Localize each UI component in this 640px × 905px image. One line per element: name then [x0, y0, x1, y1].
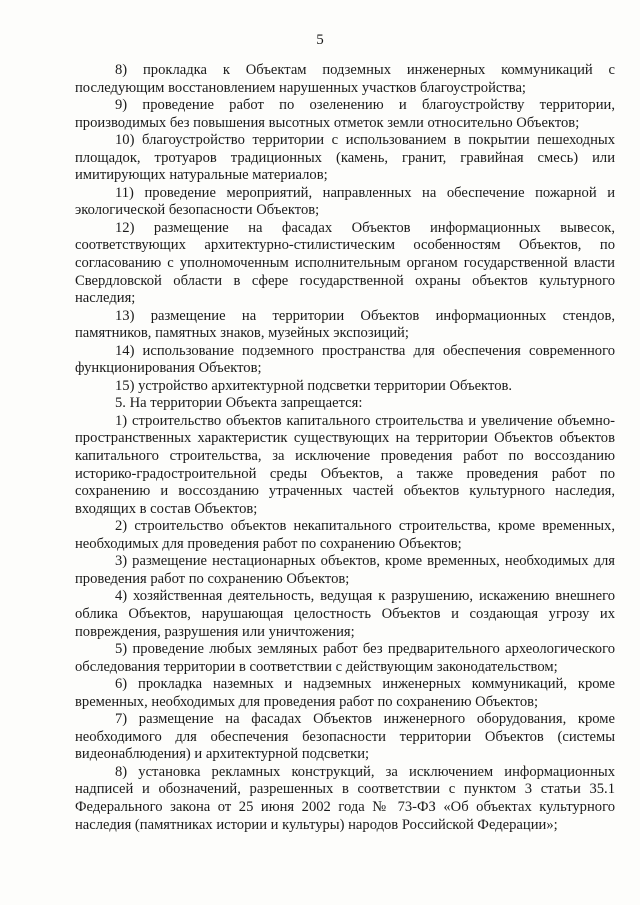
paragraph: 14) использование подземного пространства для обеспечения современного функционирования Объектов; — [75, 342, 615, 377]
paragraph: 7) размещение на фасадах Объектов инженерного оборудования, кроме необходимого для обеспечения безопасности территории Объектов (системы видеонаблюдения) и архитектурной подсветки; — [75, 711, 615, 763]
paragraph: 1) строительство объектов капитального строительства и увеличение объемно-пространственных характеристик существующих на территории Объектов объектов капитального строительства, за исключение проведения работ по воссозданию историко-градостроительной среды Объектов, а также проведения работ по сохранению и воссозданию утраченных частей объектов культурного наследия, входящих в состав Объектов; — [75, 412, 615, 517]
paragraph: 11) проведение мероприятий, направленных на обеспечение пожарной и экологической безопасности Объектов; — [75, 184, 615, 219]
paragraph: 13) размещение на территории Объектов информационных стендов, памятников, памятных знаков, музейных экспозиций; — [75, 307, 615, 342]
page-number: 5 — [316, 32, 324, 48]
section-heading: 5. На территории Объекта запрещается: — [115, 395, 363, 412]
paragraph: 2) строительство объектов некапитального строительства, кроме временных, необходимых для проведения работ по сохранению Объектов; — [75, 518, 615, 552]
paragraph: 10) благоустройство территории с использованием в покрытии пешеходных площадок, тротуаров традиционных (камень, гранит, гравийная смесь) или имитирующих натуральные материалов; — [75, 132, 615, 184]
document-body — [75, 62, 615, 834]
paragraph: 3) размещение нестационарных объектов, кроме временных, необходимых для проведения работ по сохранению Объектов; — [75, 553, 615, 587]
paragraph: 8) прокладка к Объектам подземных инженерных коммуникаций с последующим восстановлением нарушенных участков благоустройства; — [75, 62, 615, 96]
paragraph: 9) проведение работ по озеленению и благоустройству территории, производимых без повышения высотных отметок земли относительно Объектов; — [75, 97, 615, 131]
paragraph: 8) установка рекламных конструкций, за исключением информационных надписей и обозначений, разрешенных в соответствии с пунктом 3 статьи 35.1 Федерального закона от 25 июня 2002 года № 73-ФЗ «Об объектах культурного наследия (памятниках истории и культуры) народов Российской Федерации»; — [75, 763, 615, 833]
paragraph: 4) хозяйственная деятельность, ведущая к разрушению, искажению внешнего облика Объектов, нарушающая целостность Объектов и создающая угрозу их повреждения, разрушения или уничтожения; — [75, 588, 615, 640]
paragraph: 6) прокладка наземных и надземных инженерных коммуникаций, кроме временных, необходимых для проведения работ по сохранению Объектов; — [75, 676, 615, 710]
paragraph: 5) проведение любых земляных работ без предварительного археологического обследования территории в соответствии с действующим законодательством; — [75, 641, 615, 675]
paragraph: 12) размещение на фасадах Объектов информационных вывесок, соответствующих архитектурно-стилистическим особенностям Объектов, по согласованию с уполномоченным исполнительным органом государственной власти Свердловской области в сфере государственной охраны объектов культурного наследия; — [75, 219, 615, 307]
paragraph: 15) устройство архитектурной подсветки территории Объектов. — [115, 377, 513, 394]
